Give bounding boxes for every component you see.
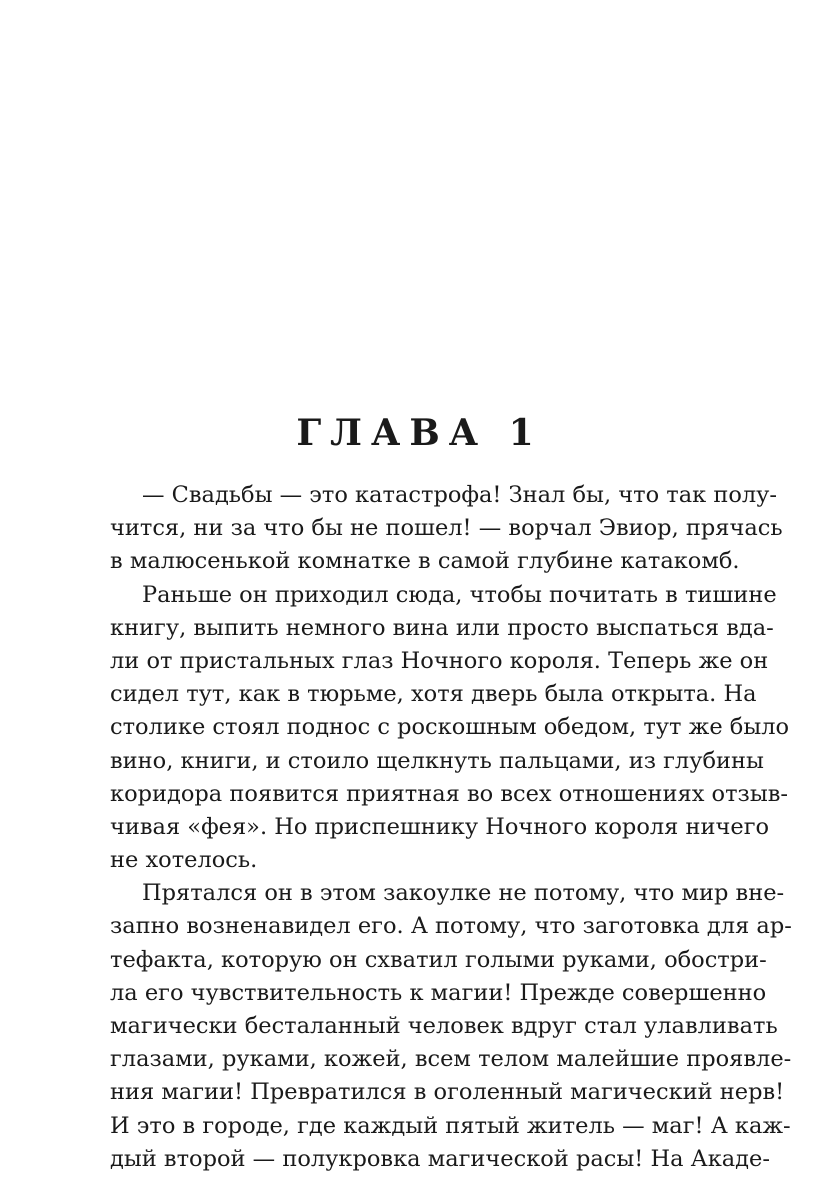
text-line: И это в городе, где каждый пятый житель — маг! А каж- bbox=[110, 1112, 791, 1139]
text-line: Раньше он приходил сюда, чтобы почитать в тишине bbox=[142, 581, 777, 608]
text-line: глазами, руками, кожей, всем телом малейшие проявле- bbox=[110, 1046, 792, 1073]
chapter-title: ГЛАВА 1 bbox=[296, 412, 543, 454]
paragraph-1 bbox=[110, 479, 783, 579]
text-line: не хотелось. bbox=[110, 847, 258, 874]
text-line: Прятался он в этом закоулке не потому, что мир вне- bbox=[142, 880, 785, 907]
text-line: сидел тут, как в тюрьме, хотя дверь была открыта. На bbox=[110, 681, 757, 708]
text-line: — Свадьбы — это катастрофа! Знал бы, что так полу- bbox=[142, 482, 778, 508]
text-line: в малюсенькой комнатке в самой глубине катакомб. bbox=[110, 548, 740, 575]
text-line: чится, ни за что бы не пошел! — ворчал Эвиор, прячась bbox=[110, 515, 783, 542]
text-line: ла его чувствительность к магии! Прежде совершенно bbox=[110, 979, 767, 1006]
text-line: вино, книги, и стоило щелкнуть пальцами, из глубины bbox=[110, 747, 764, 774]
text-line: ния магии! Превратился в оголенный магический нерв! bbox=[110, 1079, 785, 1106]
text-line: книгу, выпить немного вина или просто выспаться вда- bbox=[110, 614, 774, 641]
chapter-text bbox=[110, 479, 792, 1176]
text-line: запно возненавидел его. А потому, что заготовка для ар- bbox=[110, 913, 792, 940]
paragraph-2 bbox=[110, 579, 790, 878]
text-line: коридора появится приятная во всех отношениях отзыв- bbox=[110, 780, 788, 807]
paragraph-3 bbox=[110, 877, 792, 1176]
text-line: ли от пристальных глаз Ночного короля. Теперь же он bbox=[110, 647, 769, 674]
text-line: магически бесталанный человек вдруг стал улавливать bbox=[110, 1013, 778, 1039]
text-line: чивая «фея». Но приспешнику Ночного короля ничего bbox=[110, 813, 770, 840]
text-line: дый второй — полукровка магической расы! На Акаде- bbox=[110, 1145, 770, 1172]
text-line: столике стоял поднос с роскошным обедом, тут же было bbox=[110, 714, 790, 741]
text-line: тефакта, которую он схватил голыми руками, обостри- bbox=[110, 946, 767, 973]
